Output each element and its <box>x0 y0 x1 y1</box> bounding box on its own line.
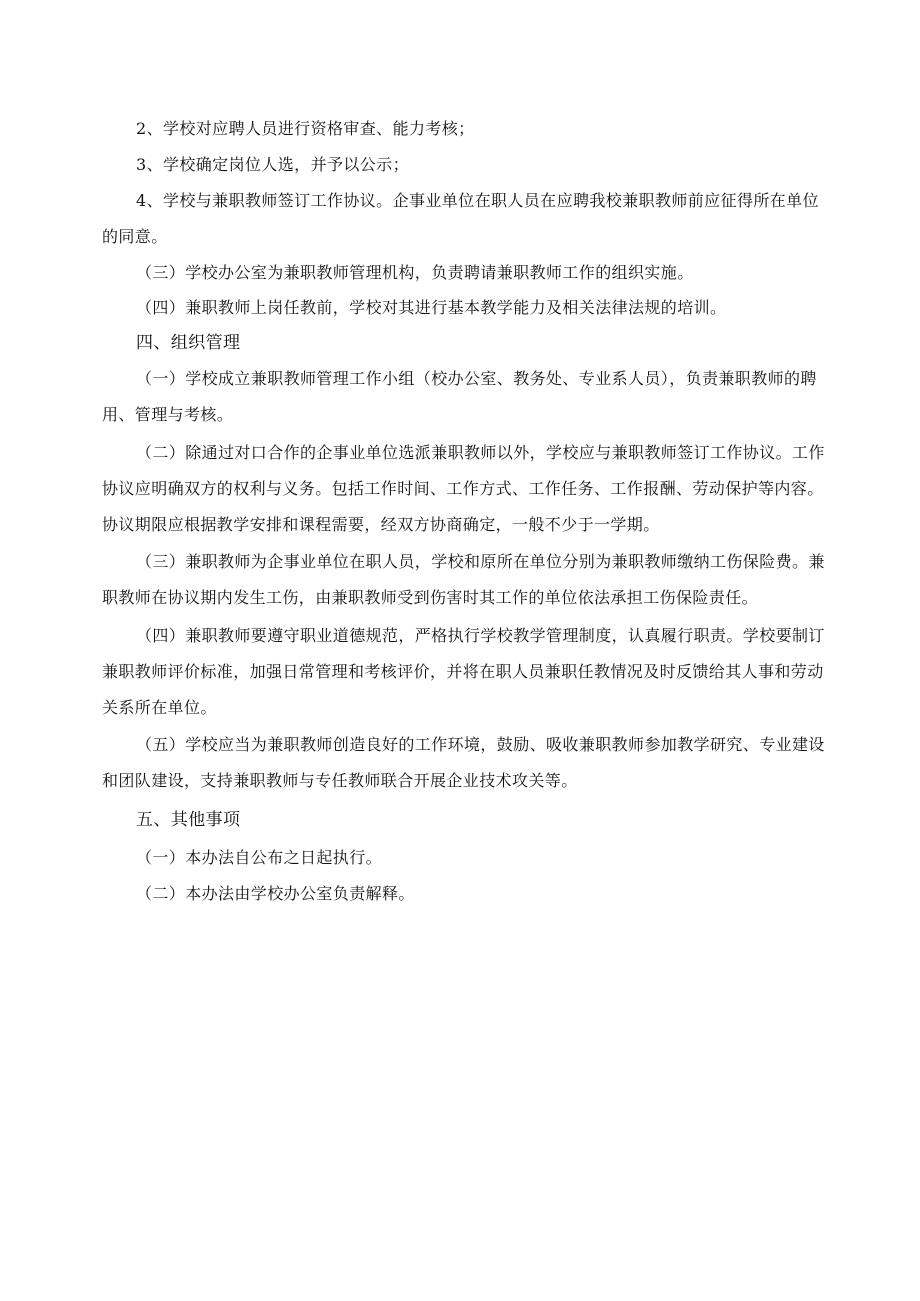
paragraph-section-4-4: （四）兼职教师要遵守职业道德规范，严格执行学校教学管理制度，认真履行职责。学校要制订兼职教师评价标准，加强日常管理和考核评价，并将在职人员兼职任教情况及时反馈给其人事和劳动关系所在单位。 <box>102 626 825 717</box>
paragraph-section-4-1: （一）学校成立兼职教师管理工作小组（校办公室、教务处、专业系人员），负责兼职教师的聘用、管理与考核。 <box>102 369 817 424</box>
paragraph-section-5-2: （二）本办法由学校办公室负责解释。 <box>136 884 415 903</box>
paragraph-section-4-3: （三）兼职教师为企事业单位在职人员，学校和原所在单位分别为兼职教师缴纳工伤保险费。兼职教师在协议期内发生工伤，由兼职教师受到伤害时其工作的单位依法承担工伤保险责任。 <box>102 552 825 607</box>
paragraph-section-3-4: （四）兼职教师上岗任教前，学校对其进行基本教学能力及相关法律法规的培训。 <box>136 298 727 317</box>
paragraph-item-3: 3、学校确定岗位人选，并予以公示； <box>136 155 409 174</box>
paragraph-section-5-1: （一）本办法自公布之日起执行。 <box>136 848 383 867</box>
section-heading-5: 五、其他事项 <box>136 810 241 830</box>
paragraph-section-4-2: （二）除通过对口合作的企事业单位选派兼职教师以外，学校应与兼职教师签订工作协议。工作协议应明确双方的权利与义务。包括工作时间、工作方式、工作任务、工作报酬、劳动保护等内容。协议期限应根据教学安排和课程需要，经双方协商确定，一般不少于一学期。 <box>102 443 825 534</box>
paragraph-item-2: 2、学校对应聘人员进行资格审查、能力考核； <box>136 119 475 138</box>
paragraph-item-4: 4、学校与兼职教师签订工作协议。企事业单位在职人员在应聘我校兼职教师前应征得所在单位的同意。 <box>102 191 819 246</box>
paragraph-section-4-5: （五）学校应当为兼职教师创造良好的工作环境，鼓励、吸收兼职教师参加教学研究、专业建设和团队建设，支持兼职教师与专任教师联合开展企业技术攻关等。 <box>102 735 825 790</box>
paragraph-section-3-3: （三）学校办公室为兼职教师管理机构，负责聘请兼职教师工作的组织实施。 <box>136 263 694 282</box>
section-heading-4: 四、组织管理 <box>136 333 241 353</box>
